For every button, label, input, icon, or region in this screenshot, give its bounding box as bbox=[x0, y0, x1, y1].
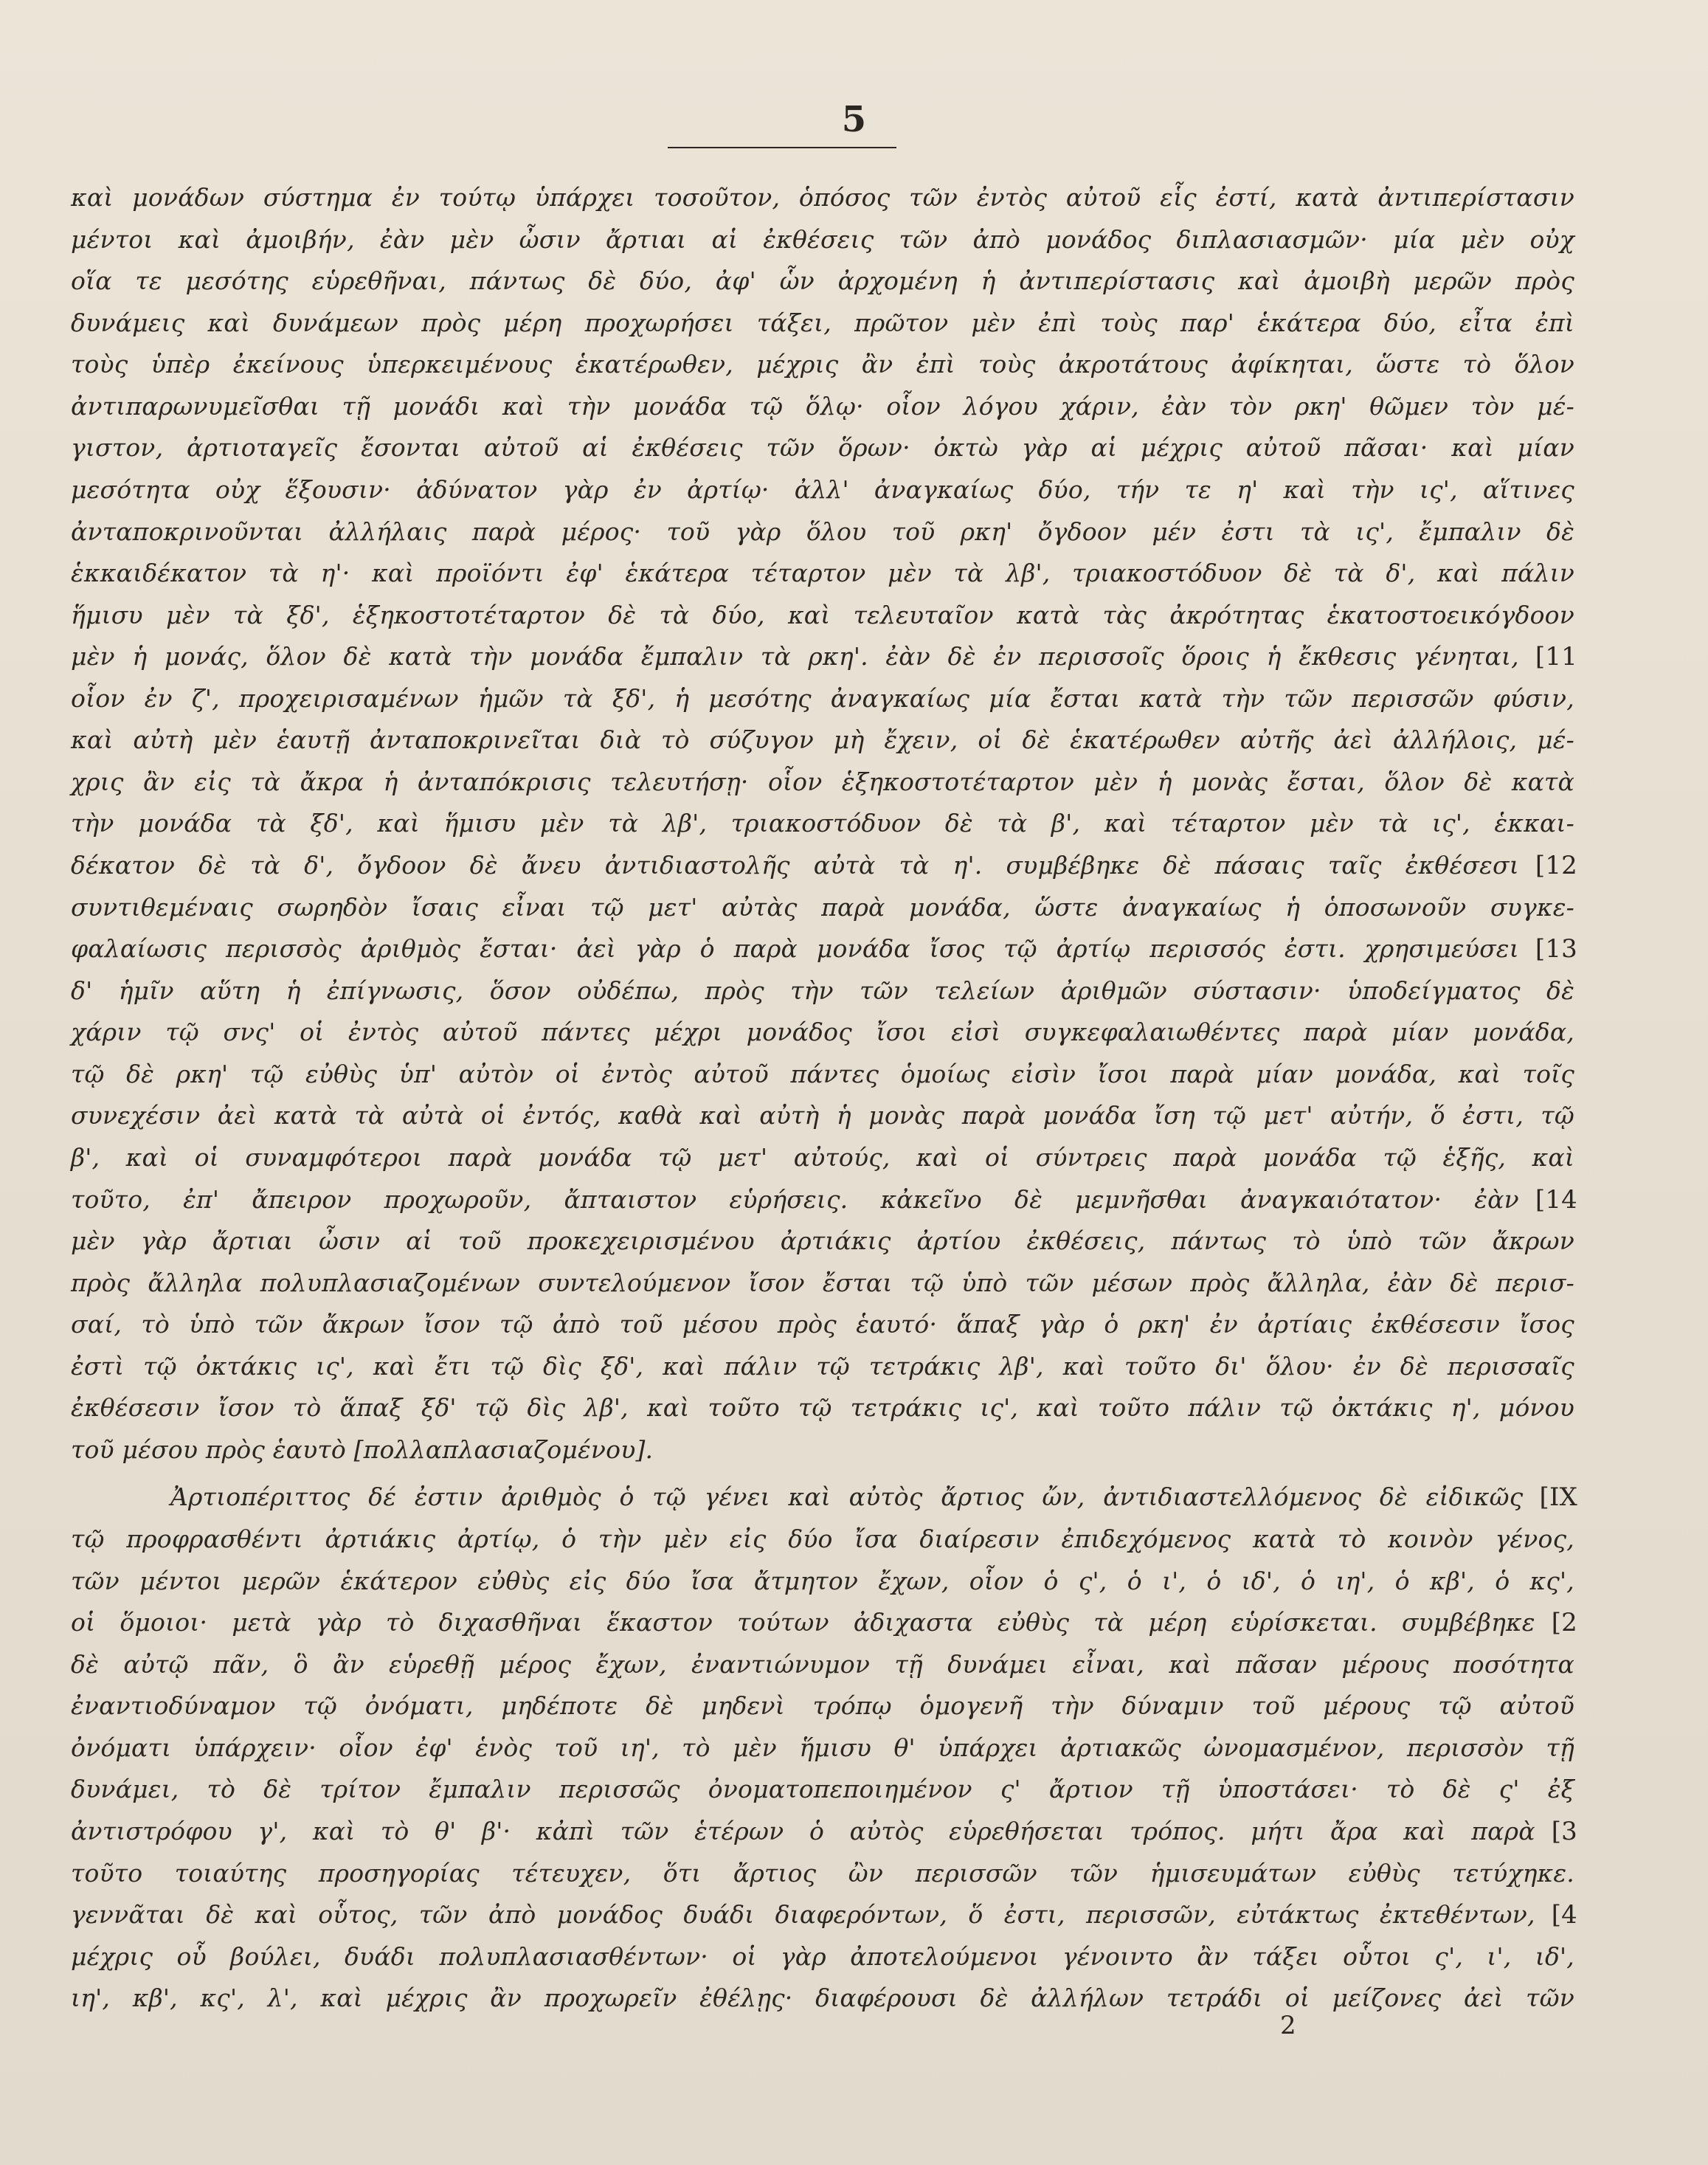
text-line bbox=[71, 803, 1574, 845]
text-line bbox=[71, 1179, 1577, 1221]
margin-section-number: [3 bbox=[1551, 1816, 1577, 1846]
text-line-content: ἀντιπαρωνυμεῖσθαι τῇ μονάδι καὶ τὴν μονάδα τῷ ὅλῳ· οἷον λόγου χάριν, ἐὰν τὸν ρκη' θῶμεν τὸν μέ- bbox=[71, 391, 1574, 421]
text-line-content: φαλαίωσις περισσὸς ἀριθμὸς ἔσται· ἀεὶ γὰρ ὁ παρὰ μονάδα ἴσος τῷ ἀρτίῳ περισσός ἐστι. χρησιμεύσει bbox=[71, 934, 1519, 964]
text-line-content: ἐναντιοδύναμον τῷ ὀνόματι, μηδέποτε δὲ μηδενὶ τρόπῳ ὁμογενῆ τὴν δύναμιν τοῦ μέρους τῷ αὐτοῦ bbox=[71, 1691, 1574, 1721]
text-line bbox=[71, 636, 1577, 678]
text-line-content: πρὸς ἄλληλα πολυπλασιαζομένων συντελούμενον ἴσον ἔσται τῷ ὑπὸ τῶν μέσων πρὸς ἄλληλα, ἐὰν δὲ περισ- bbox=[71, 1268, 1574, 1297]
text-line-content: γεννᾶται δὲ καὶ οὗτος, τῶν ἀπὸ μονάδος δυάδι διαφερόντων, ὅ ἐστι, περισσῶν, εὐτάκτως ἐκτεθέντων, bbox=[71, 1900, 1535, 1930]
text-line bbox=[71, 1685, 1574, 1727]
text-line-content: ἐστὶ τῷ ὀκτάκις ις', καὶ ἔτι τῷ δὶς ξδ', καὶ πάλιν τῷ τετράκις λβ', καὶ τοῦτο δι' ὅλου· ἐν δὲ περισσαῖς bbox=[71, 1351, 1574, 1381]
margin-section-number: [14 bbox=[1535, 1184, 1577, 1215]
margin-section-number: [4 bbox=[1551, 1900, 1577, 1930]
text-line-content: συνεχέσιν ἀεὶ κατὰ τὰ αὐτὰ οἱ ἐντός, καθὰ καὶ αὐτὴ ἡ μονὰς παρὰ μονάδα ἴση τῷ μετ' αὐτήν, ὅ ἐστι, τῷ bbox=[71, 1101, 1574, 1130]
signature-mark: 2 bbox=[1280, 2011, 1296, 2040]
text-line-content: οἵα τε μεσότης εὑρεθῆναι, πάντως δὲ δύο, ἀφ' ὧν ἀρχομένη ἡ ἀντιπερίστασις καὶ ἀμοιβὴ μερῶν πρὸς bbox=[71, 266, 1574, 296]
text-line-content: μέχρις οὗ βούλει, δυάδι πολυπλασιασθέντων· οἱ γὰρ ἀποτελούμενοι γένοιντο ἂν τάξει οὗτοι ς', ι', ιδ', bbox=[71, 1941, 1574, 1971]
text-line-content: τὴν μονάδα τὰ ξδ', καὶ ἥμισυ μὲν τὰ λβ', τριακοστόδυον δὲ τὰ β', καὶ τέταρτον μὲν τὰ ις', ἑκκαι- bbox=[71, 809, 1574, 838]
text-line bbox=[71, 303, 1574, 345]
text-line bbox=[71, 1561, 1574, 1603]
text-line bbox=[71, 1304, 1574, 1346]
text-line bbox=[71, 719, 1574, 762]
text-line bbox=[71, 928, 1577, 970]
text-line-content: τοῦτο τοιαύτης προσηγορίας τέτευχεν, ὅτι ἄρτιος ὢν περισσῶν τῶν ἡμισευμάτων εὐθὺς τετύχηκε. bbox=[71, 1858, 1574, 1888]
text-line bbox=[71, 1095, 1574, 1137]
margin-section-number: [2 bbox=[1551, 1608, 1577, 1638]
text-line bbox=[71, 219, 1574, 261]
text-line bbox=[71, 427, 1574, 469]
text-line-content: χρις ἂν εἰς τὰ ἄκρα ἡ ἀνταπόκρισις τελευτήσῃ· οἷον ἑξηκοστοτέταρτον μὲν ἡ μονὰς ἔσται, ὅλον δὲ κατὰ bbox=[71, 767, 1574, 796]
text-line-content: τοῦτο, ἐπ' ἄπειρον προχωροῦν, ἄπταιστον εὑρήσεις. κἀκεῖνο δὲ μεμνῆσθαι ἀναγκαιότατον· ἐὰν bbox=[71, 1184, 1519, 1214]
text-line bbox=[71, 1477, 1577, 1519]
text-line bbox=[71, 1519, 1574, 1561]
text-line-content: ὀνόματι ὑπάρχειν· οἷον ἐφ' ἑνὸς τοῦ ιη', τὸ μὲν ἥμισυ θ' ὑπάρχει ἀρτιακῶς ὠνομασμένον, περισσὸν τῇ bbox=[71, 1733, 1574, 1762]
margin-section-number: [12 bbox=[1535, 851, 1577, 880]
text-line bbox=[71, 1936, 1574, 1978]
text-line bbox=[71, 1220, 1574, 1263]
text-line bbox=[71, 845, 1577, 887]
text-line bbox=[71, 553, 1574, 595]
text-line-content: τοὺς ὑπὲρ ἐκείνους ὑπερκειμένους ἑκατέρωθεν, μέχρις ἂν ἐπὶ τοὺς ἀκροτάτους ἀφίκηται, ὥστε τὸ ὅλον bbox=[71, 350, 1574, 379]
text-line-content: καὶ μονάδων σύστημα ἐν τούτῳ ὑπάρχει τοσοῦτον, ὁπόσος τῶν ἐντὸς αὐτοῦ εἷς ἐστί, κατὰ ἀντιπερίστασιν bbox=[71, 183, 1574, 212]
text-line bbox=[71, 970, 1574, 1012]
text-line bbox=[71, 1853, 1574, 1895]
text-line bbox=[71, 469, 1574, 511]
text-line bbox=[71, 511, 1574, 553]
text-line-content: τῷ προφρασθέντι ἀρτιάκις ἀρτίῳ, ὁ τὴν μὲν εἰς δύο ἴσα διαίρεσιν ἐπιδεχόμενος κατὰ τὸ κοινὸν γένος, bbox=[71, 1525, 1574, 1553]
text-line-content: τοῦ μέσου πρὸς ἑαυτὸ [πολλαπλασιαζομένου]. bbox=[71, 1434, 654, 1464]
text-line-content: γιστον, ἀρτιοταγεῖς ἔσονται αὐτοῦ αἱ ἐκθέσεις τῶν ὅρων· ὀκτὼ γὰρ αἱ μέχρις αὐτοῦ πᾶσαι· καὶ μίαν bbox=[71, 433, 1574, 463]
text-line bbox=[71, 678, 1574, 720]
text-line-content: μὲν ἡ μονάς, ὅλον δὲ κατὰ τὴν μονάδα ἔμπαλιν τὰ ρκη'. ἐὰν δὲ ἐν περισσοῖς ὅροις ἡ ἔκθεσις γένηται, bbox=[71, 642, 1519, 671]
text-block bbox=[71, 177, 1577, 2020]
text-line-content: ἥμισυ μὲν τὰ ξδ', ἑξηκοστοτέταρτον δὲ τὰ δύο, καὶ τελευταῖον κατὰ τὰς ἀκρότητας ἑκατοστοεικόγδοον bbox=[71, 600, 1574, 629]
text-line-content: σαί, τὸ ὑπὸ τῶν ἄκρων ἴσον τῷ ἀπὸ τοῦ μέσου πρὸς ἑαυτό· ἅπαξ γὰρ ὁ ρκη' ἐν ἀρτίαις ἐκθέσεσιν ἴσος bbox=[71, 1310, 1574, 1339]
text-line-content: Ἀρτιοπέριττος δέ ἐστιν ἀριθμὸς ὁ τῷ γένει καὶ αὐτὸς ἄρτιος ὤν, ἀντιδιαστελλόμενος δὲ εἰδικῶς bbox=[170, 1482, 1524, 1512]
text-line bbox=[71, 595, 1574, 637]
text-line bbox=[71, 762, 1574, 804]
text-line-content: καὶ αὐτὴ μὲν ἑαυτῇ ἀνταποκρινεῖται διὰ τὸ σύζυγον μὴ ἔχειν, οἱ δὲ ἑκατέρωθεν αὐτῆς ἀεὶ ἀλλήλοις, μέ- bbox=[71, 725, 1574, 755]
text-line bbox=[71, 1387, 1574, 1429]
text-line bbox=[71, 1978, 1574, 2020]
text-line-content: ἑκκαιδέκατον τὰ η'· καὶ προϊόντι ἐφ' ἑκάτερα τέταρτον μὲν τὰ λβ', τριακοστόδυον δὲ τὰ δ', καὶ πάλιν bbox=[71, 559, 1574, 588]
text-line-content: τῶν μέντοι μερῶν ἑκάτερον εὐθὺς εἰς δύο ἴσα ἄτμητον ἔχων, οἷον ὁ ς', ὁ ι', ὁ ιδ', ὁ ιη', ὁ κβ', ὁ κς', bbox=[71, 1566, 1574, 1595]
text-line bbox=[71, 1346, 1574, 1388]
text-line-content: συντιθεμέναις σωρηδὸν ἴσαις εἶναι τῷ μετ' αὐτὰς παρὰ μονάδα, ὥστε ἀναγκαίως ἡ ὁποσωνοῦν συγκε- bbox=[71, 892, 1574, 922]
text-line bbox=[71, 1894, 1577, 1936]
margin-section-number: [IX bbox=[1539, 1482, 1577, 1513]
text-line bbox=[71, 177, 1574, 219]
text-line bbox=[71, 386, 1574, 428]
text-line-content: δέκατον δὲ τὰ δ', ὄγδοον δὲ ἄνευ ἀντιδιαστολῆς αὐτὰ τὰ η'. συμβέβηκε δὲ πάσαις ταῖς ἐκθέσεσι bbox=[71, 851, 1519, 880]
text-line-content: μέντοι καὶ ἀμοιβήν, ἐὰν μὲν ὦσιν ἄρτιαι αἱ ἐκθέσεις τῶν ἀπὸ μονάδος διπλασιασμῶν· μία μὲν οὐχ bbox=[71, 224, 1574, 254]
text-line bbox=[71, 1012, 1574, 1054]
text-line-content: ιη', κβ', κς', λ', καὶ μέχρις ἂν προχωρεῖν ἐθέλῃς· διαφέρουσι δὲ ἀλλήλων τετράδι οἱ μείζονες ἀεὶ τῶν bbox=[71, 1983, 1574, 2013]
margin-section-number: [13 bbox=[1535, 934, 1577, 964]
text-line-content: οἱ ὅμοιοι· μετὰ γὰρ τὸ διχασθῆναι ἕκαστον τούτων ἀδιχαστα εὐθὺς τὰ μέρη εὑρίσκεται. συμβέβηκε bbox=[71, 1608, 1535, 1637]
text-line-content: β', καὶ οἱ συναμφότεροι παρὰ μονάδα τῷ μετ' αὐτούς, καὶ οἱ σύντρεις παρὰ μονάδα τῷ ἑξῆς, καὶ bbox=[71, 1142, 1574, 1172]
text-line-content: τῷ δὲ ρκη' τῷ εὐθὺς ὑπ' αὐτὸν οἱ ἐντὸς αὐτοῦ πάντες ὁμοίως εἰσὶν ἴσοι παρὰ μίαν μονάδα, καὶ τοῖς bbox=[71, 1059, 1574, 1088]
text-line-content: μὲν γὰρ ἄρτιαι ὦσιν αἱ τοῦ προκεχειρισμένου ἀρτιάκις ἀρτίου ἐκθέσεις, πάντως τὸ ὑπὸ τῶν ἄκρων bbox=[71, 1226, 1574, 1256]
text-line bbox=[71, 1054, 1574, 1096]
text-line bbox=[71, 1602, 1577, 1644]
text-line bbox=[71, 1263, 1574, 1305]
text-line bbox=[71, 887, 1574, 929]
text-line bbox=[71, 1727, 1574, 1769]
text-line bbox=[71, 1644, 1574, 1686]
header-rule bbox=[668, 147, 896, 148]
text-line-content: οἷον ἐν ζ', προχειρισαμένων ἡμῶν τὰ ξδ', ἡ μεσότης ἀναγκαίως μία ἔσται κατὰ τὴν τῶν περισσῶν φύσιν, bbox=[71, 683, 1574, 713]
text-line bbox=[71, 1811, 1577, 1853]
text-line-content: δυνάμεις καὶ δυνάμεων πρὸς μέρη προχωρήσει τάξει, πρῶτον μὲν ἐπὶ τοὺς παρ' ἑκάτερα δύο, εἶτα ἐπὶ bbox=[71, 308, 1574, 337]
text-line-content: δὲ αὐτῷ πᾶν, ὃ ἂν εὑρεθῇ μέρος ἔχων, ἐναντιώνυμον τῇ δυνάμει εἶναι, καὶ πᾶσαν μέρους ποσότητα bbox=[71, 1649, 1574, 1679]
page-number: 5 bbox=[841, 99, 867, 140]
text-line-content: ἀντιστρόφου γ', καὶ τὸ θ' β'· κἀπὶ τῶν ἑτέρων ὁ αὐτὸς εὑρεθήσεται τρόπος. μήτι ἄρα καὶ παρὰ bbox=[71, 1816, 1535, 1845]
text-line-content: ἐκθέσεσιν ἴσον τὸ ἅπαξ ξδ' τῷ δὶς λβ', καὶ τοῦτο τῷ τετράκις ις', καὶ τοῦτο πάλιν τῷ ὀκτάκις η', μόνου bbox=[71, 1393, 1574, 1423]
text-line-content: δ' ἡμῖν αὕτη ἡ ἐπίγνωσις, ὅσον οὐδέπω, πρὸς τὴν τῶν τελείων ἀριθμῶν σύστασιν· ὑποδείγματος δὲ bbox=[71, 976, 1574, 1005]
text-line-content: χάριν τῷ σνς' οἱ ἐντὸς αὐτοῦ πάντες μέχρι μονάδος ἴσοι εἰσὶ συγκεφαλαιωθέντες παρὰ μίαν μονάδα, bbox=[71, 1018, 1574, 1047]
text-line bbox=[71, 1429, 1574, 1471]
text-line-content: δυνάμει, τὸ δὲ τρίτον ἔμπαλιν περισσῶς ὀνοματοπεποιημένον ς' ἄρτιον τῇ ὑποστάσει· τὸ δὲ ς' ἐξ bbox=[71, 1775, 1574, 1804]
margin-section-number: [11 bbox=[1535, 642, 1577, 672]
text-line bbox=[71, 344, 1574, 386]
text-line-content: ἀνταποκρινοῦνται ἀλλήλαις παρὰ μέρος· τοῦ γὰρ ὅλου τοῦ ρκη' ὄγδοον μέν ἐστι τὰ ις', ἔμπαλιν δὲ bbox=[71, 517, 1574, 546]
text-line bbox=[71, 260, 1574, 303]
text-line bbox=[71, 1137, 1574, 1179]
text-line bbox=[71, 1769, 1574, 1811]
text-line-content: μεσότητα οὐχ ἕξουσιν· ἀδύνατον γὰρ ἐν ἀρτίῳ· ἀλλ' ἀναγκαίως δύο, τήν τε η' καὶ τὴν ις', αἵτινες bbox=[71, 474, 1574, 504]
